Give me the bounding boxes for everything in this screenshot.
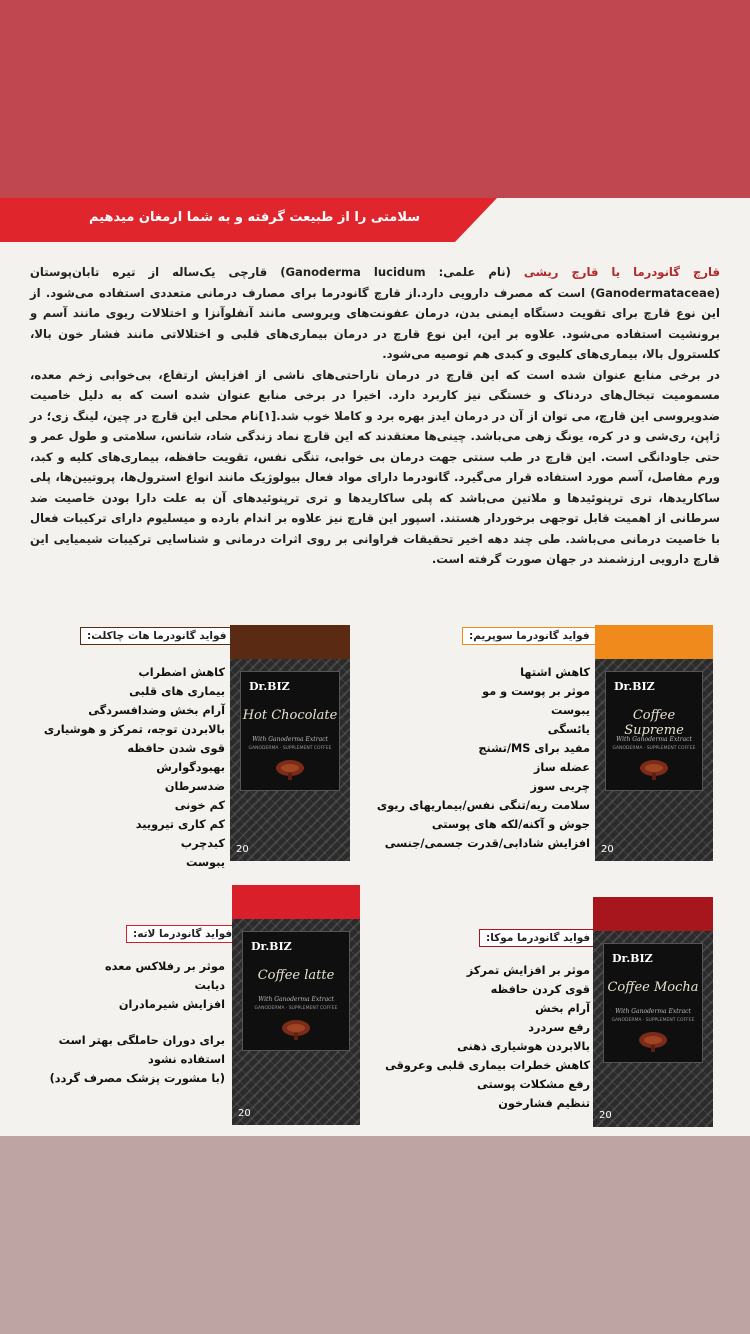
box-front (230, 659, 350, 861)
banner-slogan: سلامتی را از طبیعت گرفته و به شما ارمغان میدهیم (89, 210, 420, 225)
bottom-color-band (0, 1136, 750, 1334)
brand-logo: Dr.BIZ (612, 952, 653, 965)
benefit-item: عضله ساز (533, 761, 590, 774)
box-front (232, 919, 360, 1125)
benefit-item: موثر بر پوست و مو (482, 685, 590, 698)
product-coffee-supreme (375, 623, 750, 873)
box-product-name: Coffee Supreme (624, 708, 684, 738)
top-color-band (0, 0, 750, 198)
box-lid (593, 897, 713, 931)
benefit-item: ضدسرطان (164, 780, 225, 793)
mushroom-icon (638, 1030, 668, 1052)
product-tag: فواید گانودرما هات چاکلت: (80, 627, 233, 645)
benefit-item: قوی کردن حافظه (490, 983, 590, 996)
mushroom-icon (275, 758, 305, 780)
box-small-text: GANODERMA · SUPPLEMENT COFFEE (611, 1018, 695, 1023)
brand-logo: Dr.BIZ (251, 940, 292, 953)
benefit-item: رفع سردرد (528, 1021, 590, 1034)
article-paragraph-2: در برخی منابع عنوان شده است که این قارچ در درمان ناراحتی‌های ناشی از افزایش ارتفاع، بی‌خوابی زخم معده، مسمومیت تبخال‌های دردناک و خستگی نیز کاربرد دارد. اخیرا در برخی منابع عنوان شده است که به دلیل خاصیت ضدویروسی این قارچ، می توان از آن در درمان ایدز بهره برد و کاملا خوب شد.[۱]نام محلی این قارچ در چین، لینگ زی؛ در ژاپن، ری‌شی و در کره، یونگ زهی می‌باشد. چینی‌ها معتقدند که این قارچ نماد زندگی شاد، شانس، سلامتی و طول عمر و حتی جاودانگی است. این قارچ در طب سنتی جهت درمان بی خوابی، تنگی نفس، تقویت حافظه، بیماری‌های کلیه و کبد، ورم مفاصل، آسم مورد استفاده قرار می‌گیرد. گانودرما دارای مواد فعال بیولوژیک مانند انواع استرول‌ها، پروتیین‌ها، پلی ساکاریدها، تری ترپنوئیدها و ملاتین می‌باشد که پلی ساکاریدها و تری ترپنوئیدهای آن به علت دارا بودن خاصیت ضد سرطانی از اهمیت قابل توجهی برخوردار هستند. اسپور این قارچ نیز علاوه بر اندام بارده و میسلیوم دارای ترکیبات فعال با خاصیت درمانی می‌باشد. طی چند دهه اخیر تحقیقات فراوانی بر روی اثرات درمانی و شناسایی ترکیبات شیمیایی این قارچ دارویی ارزشمند در جهان صورت گرفته است. (30, 367, 720, 566)
box-small-text: GANODERMA · SUPPLEMENT COFFEE (254, 1006, 338, 1011)
document-page (0, 198, 750, 1136)
box-count: 20 (236, 844, 249, 855)
product-box (232, 885, 360, 1125)
benefit-item: افزایش شادابی/قدرت جسمی/جنسی (384, 837, 590, 850)
box-label (603, 943, 703, 1063)
benefit-item: بیماری های قلبی (129, 685, 225, 698)
benefit-item: موثر بر افزایش تمرکز (466, 964, 590, 977)
benefit-item: کاهش اشتها (520, 666, 590, 679)
product-coffee-mocha (375, 883, 750, 1133)
benefit-item: کاهش خطرات بیماری قلبی وعروقی (385, 1059, 590, 1072)
product-tag: فواید گانودرما موکا: (479, 929, 597, 947)
product-box (595, 625, 713, 861)
benefit-item: افزایش شیرمادران (118, 998, 225, 1011)
box-product-name: Coffee Mocha (607, 980, 699, 995)
box-subtitle: With Ganoderma Extract (252, 736, 328, 743)
product-box (230, 625, 350, 861)
benefit-item: آرام بخش وضدافسردگی (88, 704, 225, 717)
box-front (593, 931, 713, 1127)
doctor-advice: (با مشورت پزشک مصرف گردد) (49, 1072, 225, 1085)
brand-logo: Dr.BIZ (614, 680, 655, 693)
product-tag: فواید گانودرما لاته: (126, 925, 239, 943)
mushroom-icon (281, 1018, 311, 1040)
brand-logo: Dr.BIZ (249, 680, 290, 693)
benefit-item: بهبودگوارش (156, 761, 225, 774)
benefit-item: بالابردن هوشیاری ذهنی (457, 1040, 590, 1053)
pregnancy-warning: برای دوران حاملگی بهتر است استفاده نشود (58, 1034, 225, 1066)
box-product-name: Hot Chocolate (242, 708, 338, 723)
box-small-text: GANODERMA · SUPPLEMENT COFFEE (248, 746, 332, 751)
benefit-item: جوش و آکنه/لکه های پوستی (431, 818, 590, 831)
benefit-item: کم خونی (174, 799, 225, 812)
box-subtitle: With Ganoderma Extract (615, 1008, 691, 1015)
box-count: 20 (238, 1108, 251, 1119)
box-lid (230, 625, 350, 659)
box-label (242, 931, 350, 1051)
product-tag: فواید گانودرما سوپریم: (462, 627, 597, 645)
benefit-item: تنظیم فشارخون (498, 1097, 590, 1110)
box-label (240, 671, 340, 791)
pregnancy-note (15, 1031, 225, 1088)
benefit-item: یبوست (550, 704, 590, 717)
benefit-list (44, 663, 225, 872)
box-front (595, 659, 713, 861)
benefit-list (105, 957, 225, 1014)
benefit-item: رفع مشکلات پوستی (477, 1078, 590, 1091)
benefit-item: دیابت (194, 979, 225, 992)
benefit-item: چربی سوز (530, 780, 590, 793)
mushroom-icon (639, 758, 669, 780)
article-body (30, 262, 720, 570)
box-subtitle: With Ganoderma Extract (258, 996, 334, 1003)
box-count: 20 (599, 1110, 612, 1121)
article-paragraph-1 (30, 262, 720, 365)
benefit-item: کبدچرب (180, 837, 225, 850)
benefit-item: کم کاری تیرویید (135, 818, 225, 831)
benefit-item: سلامت ریه/تنگی نفس/بیماریهای ریوی (376, 799, 590, 812)
benefit-item: کاهش اضطراب (138, 666, 225, 679)
benefit-list (385, 961, 590, 1113)
box-small-text: GANODERMA · SUPPLEMENT COFFEE (612, 746, 696, 751)
box-subtitle: With Ganoderma Extract (616, 736, 692, 743)
benefit-item: مفید برای MS/تشنج (478, 742, 590, 755)
box-lid (595, 625, 713, 659)
benefit-item: آرام بخش (535, 1002, 590, 1015)
slogan-banner (0, 198, 750, 244)
product-coffee-latte (0, 883, 375, 1133)
benefit-item: یبوست (185, 856, 225, 869)
benefit-list (377, 663, 590, 853)
article-text-1: (نام علمی: Ganoderma lucidum) قارچی یک‌ساله از تیره تابان‌پوستان (Ganodermataceae) است که مصرف دارویی دارد.از قارچ گانودرما برای مصارف درمانی متعددی استفاده می‌شود. از این نوع قارچ برای تقویت دستگاه ایمنی بدن، درمان عفونت‌های ویروسی مانند آنفلوآنزا و اختلالات ریوی مانند آسم و برونشیت استفاده می‌شود. علاوه بر این، این نوع قارچ در درمان بیماری‌های قلبی و اختلالاتی مانند فشار خون بالا، کلسترول بالا، بیماری‌های کلیوی و کبدی هم توصیه می‌شود. (30, 265, 720, 361)
box-lid (232, 885, 360, 919)
benefit-item: بالابردن توجه، تمرکز و هوشیاری (43, 723, 225, 736)
box-label (605, 671, 703, 791)
box-product-name: Coffee latte (257, 968, 335, 983)
benefit-item: موثر بر رفلاکس معده (105, 960, 225, 973)
product-hot-chocolate (0, 623, 375, 873)
benefit-item: قوی شدن حافظه (127, 742, 225, 755)
article-lead-title: قارچ گانودرما یا قارچ ریشی (523, 265, 720, 279)
product-box (593, 897, 713, 1127)
box-count: 20 (601, 844, 614, 855)
benefit-item: یائسگی (547, 723, 590, 736)
